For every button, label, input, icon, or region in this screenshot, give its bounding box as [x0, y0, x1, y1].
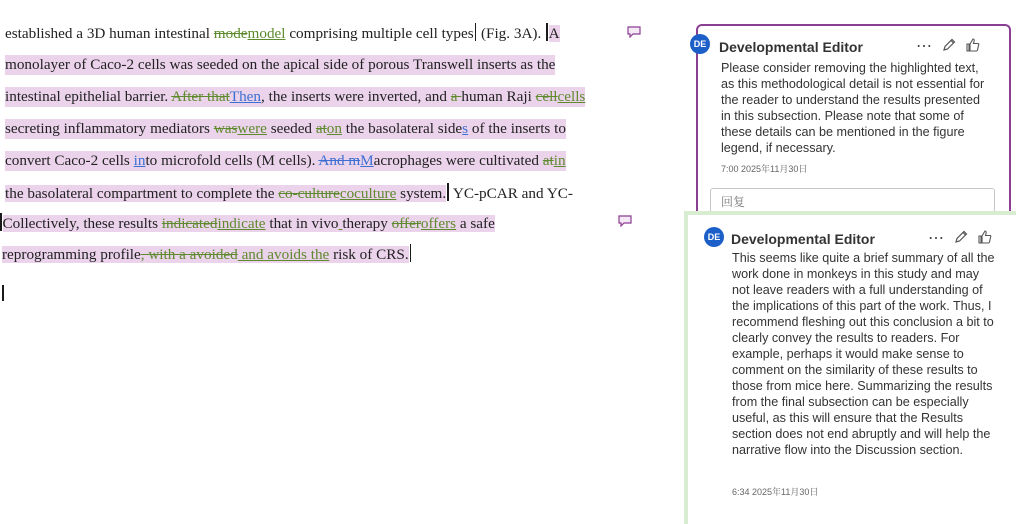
highlighted-text[interactable]: A	[548, 25, 560, 42]
avatar: DE	[704, 227, 724, 247]
text-run: the basolateral side	[341, 120, 463, 137]
text-run: intestinal epithelial barrier.	[5, 88, 172, 105]
comment-marker-icon[interactable]	[627, 26, 641, 38]
tracked-insertion[interactable]: in	[133, 152, 146, 169]
doc-line-3[interactable]	[0, 87, 600, 119]
text-cursor	[475, 23, 477, 41]
text-run: risk of CRS.	[329, 246, 409, 263]
tracked-insertion[interactable]: model	[247, 25, 286, 42]
text-run: system.	[396, 185, 447, 202]
comment-anchor-start	[546, 23, 548, 41]
tracked-deletion[interactable]: co-culture	[278, 185, 340, 202]
more-icon[interactable]: ⋯	[928, 230, 945, 247]
tracked-deletion[interactable]: indicated	[161, 215, 218, 232]
comment-anchor-end	[410, 244, 412, 262]
text-run: acrophages were cultivated	[373, 152, 543, 169]
text-run: therapy	[342, 215, 392, 232]
tracked-deletion[interactable]: After that	[171, 88, 230, 105]
thumbs-up-icon[interactable]	[965, 37, 981, 56]
doc-line-7[interactable]	[0, 213, 600, 245]
tracked-insertion[interactable]: cells	[557, 88, 586, 105]
comment-timestamp: 6:34 2025年11月30日	[732, 487, 819, 497]
text-run: secreting inflammatory mediators	[5, 120, 214, 137]
text-run: comprising multiple cell types	[285, 25, 474, 42]
text-run: reprogramming profile	[2, 246, 141, 263]
comment-anchor-end	[447, 183, 449, 201]
text-run: that in vivo	[265, 215, 339, 232]
text-run: (Fig. 3A).	[477, 25, 546, 42]
doc-line-6[interactable]	[0, 183, 600, 215]
pencil-icon[interactable]	[953, 229, 969, 248]
comment-author: Developmental Editor	[719, 39, 863, 55]
text-run: the basolateral compartment to complete the	[5, 185, 279, 202]
tracked-insertion[interactable]: s	[462, 120, 469, 137]
tracked-insertion[interactable]: in	[553, 152, 566, 169]
doc-line-1[interactable]	[0, 23, 600, 55]
tracked-deletion[interactable]: And m	[318, 152, 361, 169]
tracked-deletion[interactable]: cell	[535, 88, 558, 105]
tracked-insertion[interactable]: indicate	[217, 215, 266, 232]
tracked-deletion[interactable]: at	[315, 120, 327, 137]
doc-line-5[interactable]	[0, 151, 600, 183]
tracked-deletion[interactable]: was	[213, 120, 238, 137]
text-run: a safe	[456, 215, 495, 232]
tracked-deletion[interactable]: mode	[213, 25, 248, 42]
tracked-deletion[interactable]: offer	[391, 215, 421, 232]
tracked-insertion[interactable]: on	[326, 120, 342, 137]
tracked-deletion[interactable]: at	[542, 152, 554, 169]
tracked-insertion[interactable]: M	[360, 152, 374, 169]
comment-card[interactable]	[693, 24, 1011, 226]
comment-timestamp: 7:00 2025年11月30日	[721, 164, 808, 174]
avatar: DE	[690, 34, 710, 54]
text-run: , the inserts were inverted, and	[261, 88, 451, 105]
comment-card[interactable]	[684, 211, 1016, 524]
text-cursor	[2, 285, 4, 301]
text-run: seeded	[266, 120, 316, 137]
tracked-insertion[interactable]: coculture	[339, 185, 397, 202]
tracked-insertion[interactable]: were	[237, 120, 267, 137]
highlighted-text[interactable]: monolayer of Caco-2 cells was seeded on the apical side of porous Transwell inserts as the	[5, 56, 556, 73]
tracked-insertion[interactable]: and avoids the	[237, 246, 330, 263]
tracked-insertion[interactable]: Then	[229, 88, 262, 105]
doc-line-2[interactable]	[0, 55, 600, 87]
text-run: established a 3D human intestinal	[5, 25, 214, 42]
text-run: human Raji	[461, 88, 536, 105]
comment-text: Please consider removing the highlighted text, as this methodological detail is not essential for the reader to understand the results presented in this subsection. Please note that some of these details can be mentioned in the figure legend, if necessary.	[721, 61, 985, 155]
comment-anchor-start	[0, 213, 2, 231]
tracked-deletion[interactable]: a	[450, 88, 462, 105]
doc-line-8[interactable]	[0, 244, 600, 276]
doc-line-4[interactable]	[0, 119, 600, 151]
comment-author: Developmental Editor	[731, 231, 875, 247]
comment-marker-icon[interactable]	[618, 215, 632, 227]
text-run: YC-pCAR and YC-	[449, 185, 573, 202]
text-run: convert Caco-2 cells	[5, 152, 134, 169]
tracked-deletion[interactable]: , with a avoided	[140, 246, 238, 263]
text-run: to microfold cells (M cells).	[145, 152, 319, 169]
tracked-insertion[interactable]: offers	[420, 215, 457, 232]
pencil-icon[interactable]	[941, 37, 957, 56]
text-run: of the inserts to	[468, 120, 566, 137]
comment-text: This seems like quite a brief summary of all the work done in monkeys in this study and may not leave readers with a full understanding of the implications of this part of the work. Thus, I recommend fleshing out this conclusion a bit to clearly convey the results to readers. For example, perhaps it would make sense to comment on the similarity of these results to those from mice here. Summarizing the results from the final subsection can be especially useful, as this will ensure that the Results section does not end abruptly and will help the narrative flow into the Discussion section.	[732, 251, 995, 457]
thumbs-up-icon[interactable]	[977, 229, 993, 248]
reply-input[interactable]: 回复	[710, 188, 995, 216]
text-run: Collectively, these results	[2, 215, 162, 232]
more-icon[interactable]: ⋯	[916, 38, 933, 55]
